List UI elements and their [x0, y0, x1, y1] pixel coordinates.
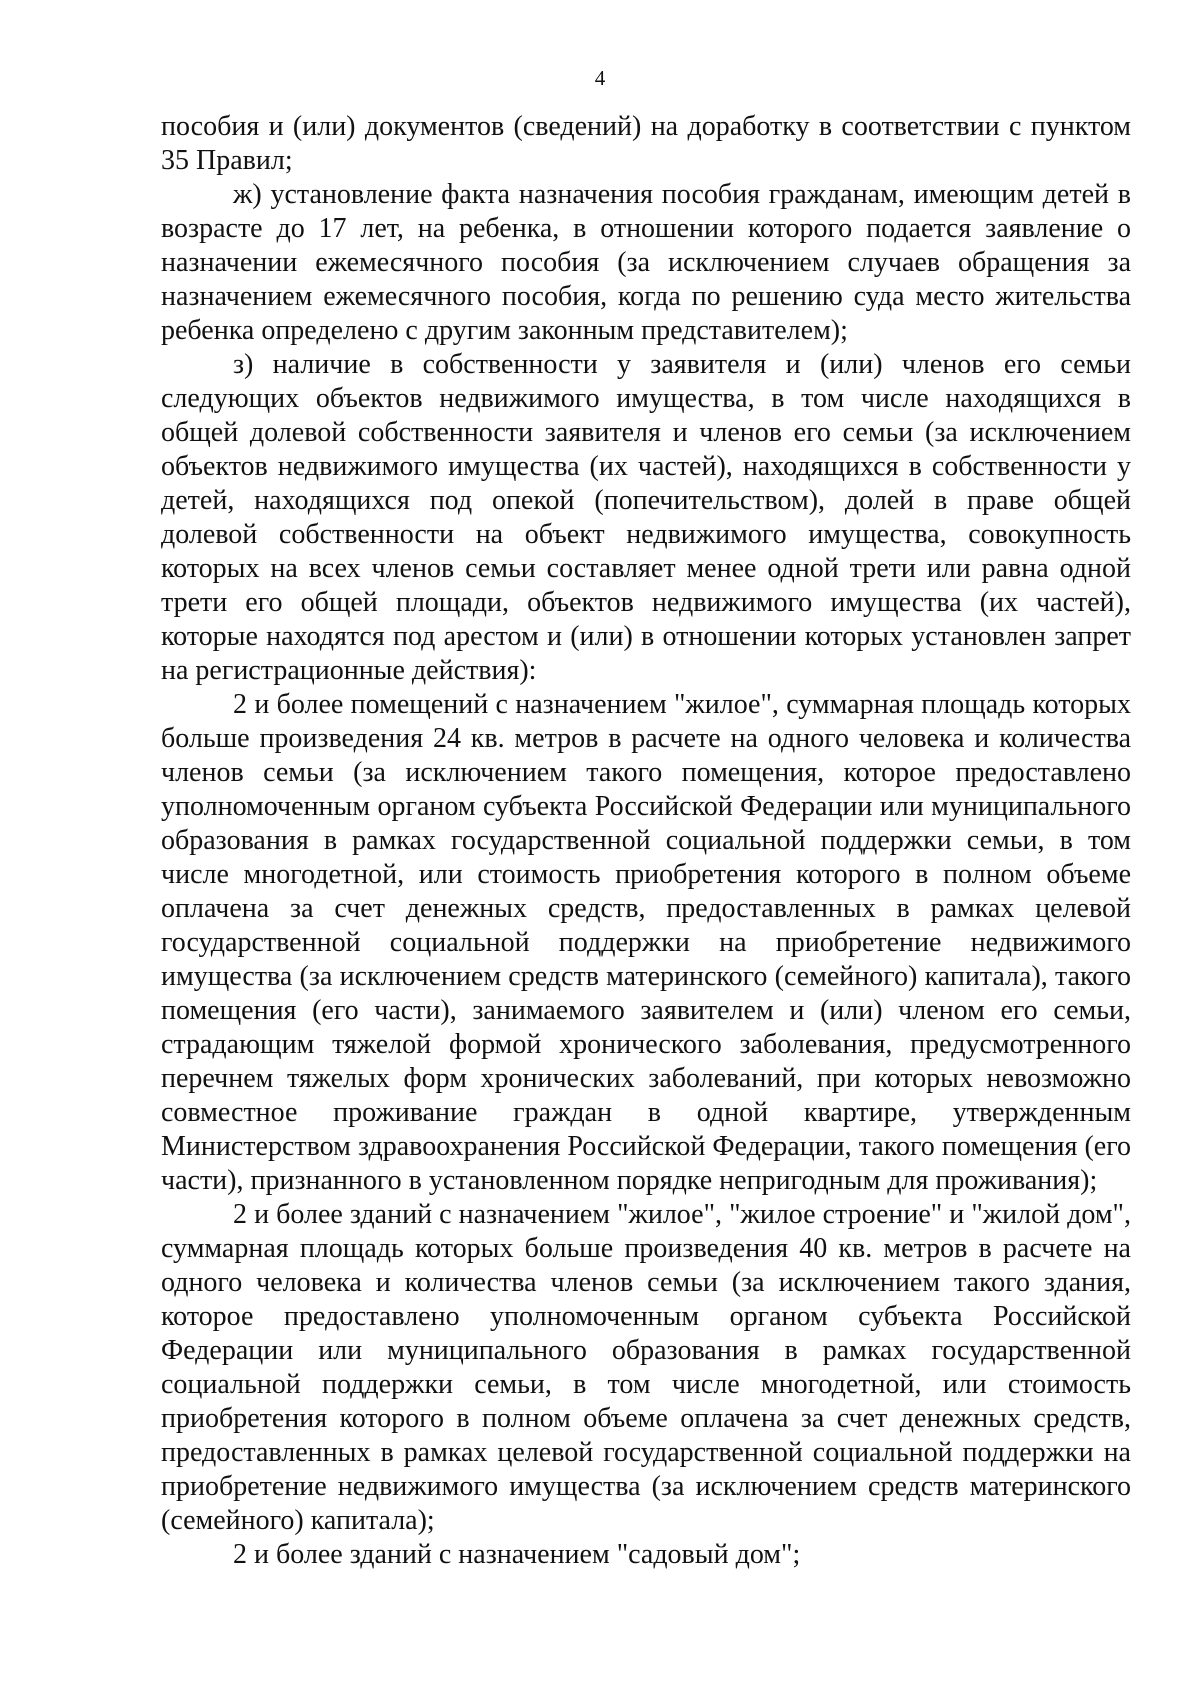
- document-body: [161, 110, 1131, 1572]
- paragraph-item-zh: ж) установление факта назначения пособия гражданам, имеющим детей в возрасте до 17 лет, на ребенка, в отношении которого подается заявление о назначении ежемесячного пособия (за исключением случаев обращения за назначением ежемесячного пособия, когда по решению суда место жительства ребенка определено с другим законным представителем);: [161, 179, 1131, 346]
- paragraph-continuation: пособия и (или) документов (сведений) на доработку в соответствии с пунктом 35 Правил;: [161, 111, 1131, 176]
- paragraph-premises: 2 и более помещений с назначением "жилое", суммарная площадь которых больше произведения 24 кв. метров в расчете на одного человека и количества членов семьи (за исключением такого помещения, которое предоставлено уполномоченным органом субъекта Российской Федерации или муниципального образования в рамках государственной социальной поддержки семьи, в том числе многодетной, или стоимость приобретения которого в полном объеме оплачена за счет денежных средств, предоставленных в рамках целевой государственной социальной поддержки на приобретение недвижимого имущества (за исключением средств материнского (семейного) капитала), такого помещения (его части), занимаемого заявителем и (или) членом его семьи, страдающим тяжелой формой хронического заболевания, предусмотренного перечнем тяжелых форм хронических заболеваний, при которых невозможно совместное проживание граждан в одной квартире, утвержденным Министерством здравоохранения Российской Федерации, такого помещения (его части), признанного в установленном порядке непригодным для проживания);: [161, 689, 1131, 1196]
- paragraph-buildings: 2 и более зданий с назначением "жилое", "жилое строение" и "жилой дом", суммарная площадь которых больше произведения 40 кв. метров в расчете на одного человека и количества членов семьи (за исключением такого здания, которое предоставлено уполномоченным органом субъекта Российской Федерации или муниципального образования в рамках государственной социальной поддержки семьи, в том числе многодетной, или стоимость приобретения которого в полном объеме оплачена за счет денежных средств, предоставленных в рамках целевой государственной социальной поддержки на приобретение недвижимого имущества (за исключением средств материнского (семейного) капитала);: [161, 1199, 1131, 1536]
- page-number: 4: [594, 66, 606, 90]
- paragraph-item-z: з) наличие в собственности у заявителя и (или) членов его семьи следующих объектов недвижимого имущества, в том числе находящихся в общей долевой собственности заявителя и членов его семьи (за исключением объектов недвижимого имущества (их частей), находящихся в собственности у детей, находящихся под опекой (попечительством), долей в праве общей долевой собственности на объект недвижимого имущества, совокупность которых на всех членов семьи составляет менее одной трети или равна одной трети его общей площади, объектов недвижимого имущества (их частей), которые находятся под арестом и (или) в отношении которых установлен запрет на регистрационные действия):: [161, 349, 1131, 686]
- paragraph-garden-houses: 2 и более зданий с назначением "садовый дом";: [233, 1539, 801, 1570]
